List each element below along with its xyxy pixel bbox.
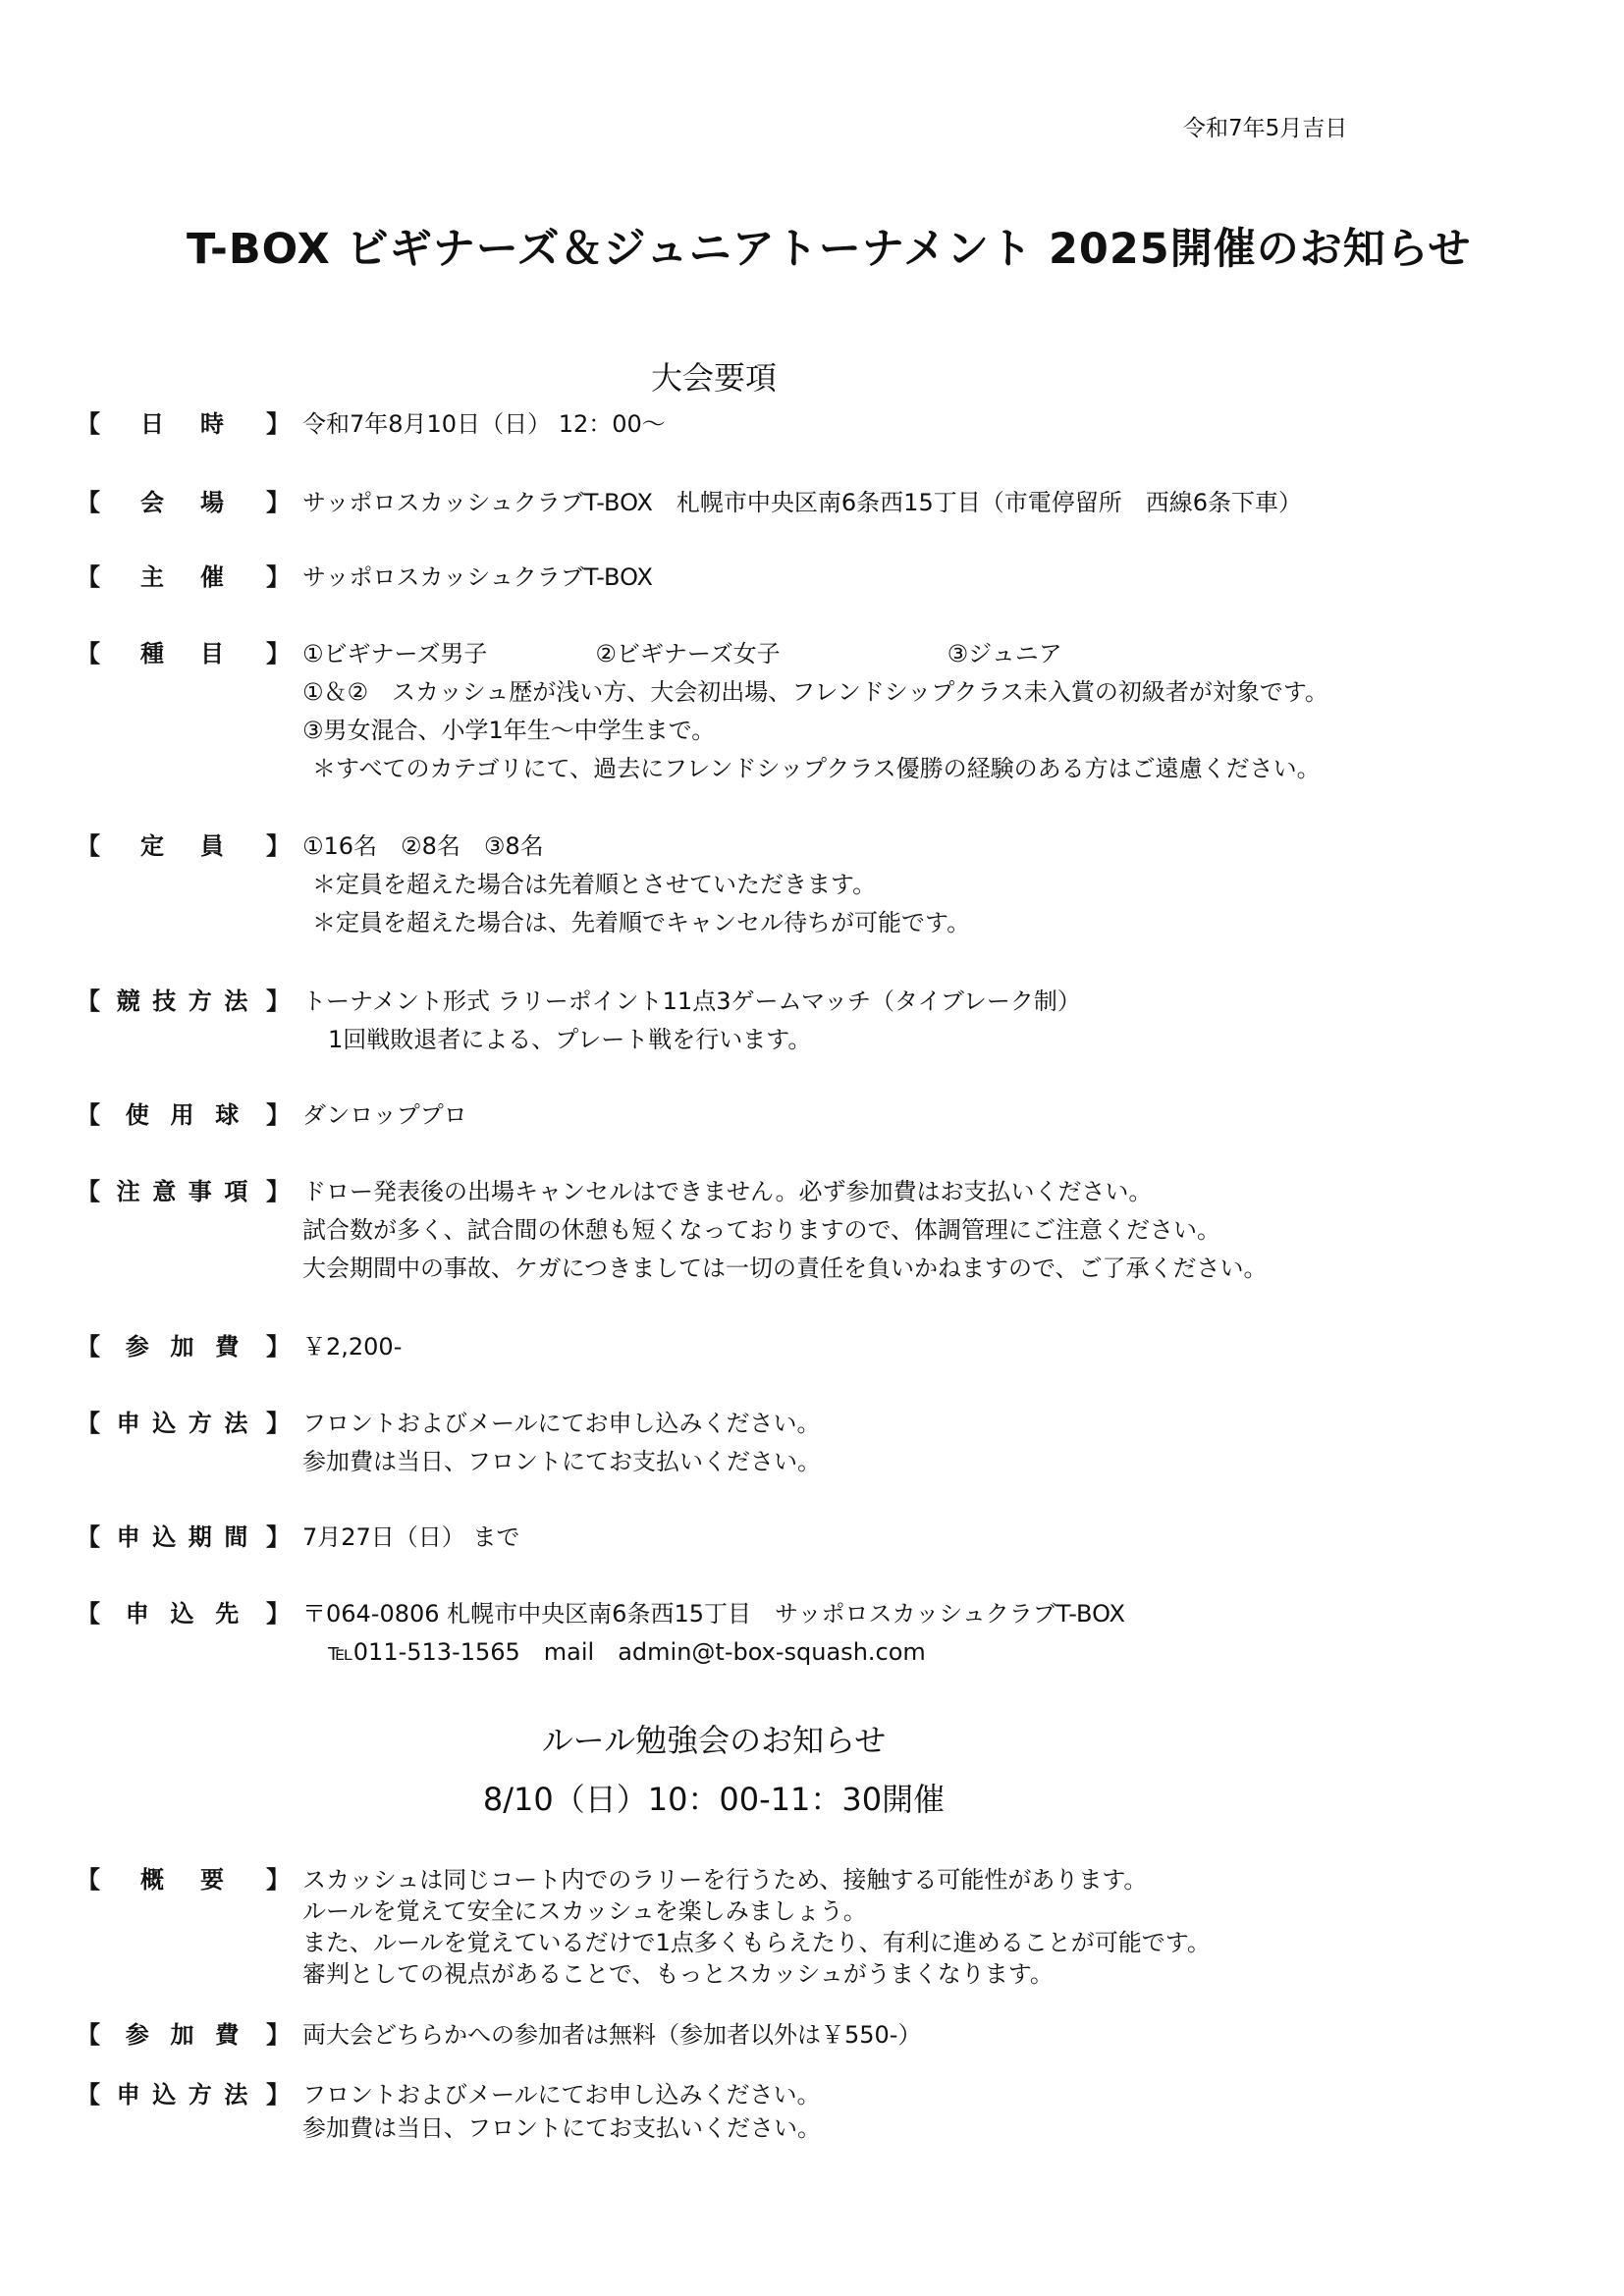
label-text: 競 技 方 法: [116, 988, 248, 1015]
item-line: ＊定員を超えた場合は、先着順でキャンセル待ちが可能です。: [312, 909, 971, 936]
section-heading-rule: ルール勉強会のお知らせ: [541, 1722, 887, 1759]
item-line: ダンロッププロ: [302, 1101, 467, 1129]
label-text: 種 目: [140, 640, 224, 667]
item-label: 【 申 込 先 】: [77, 1595, 288, 1633]
item-label: 【 使 用 球 】: [77, 1096, 288, 1135]
item-line: 7月27日（日） まで: [302, 1523, 520, 1551]
item-label: 【 日 時 】: [77, 405, 288, 444]
label-text: 使 用 球: [125, 1101, 240, 1129]
item-line: 〒064-0806 札幌市中央区南6条西15丁目 サッポロスカッシュクラブT-BOX: [302, 1600, 1125, 1628]
item-label: 【 主 催 】: [77, 559, 288, 597]
item-line: 参加費は当日、フロントにてお支払いください。: [302, 1448, 821, 1475]
label-text: 定 員: [140, 832, 224, 860]
item-line: また、ルールを覚えているだけで1点多くもらえたり、有利に進めることが可能です。: [302, 1929, 1211, 1956]
item-line: 令和7年8月10日（日） 12：00～: [302, 410, 666, 438]
item-label: 【 注 意 事 項 】: [77, 1173, 288, 1211]
item-label: 【 種 目 】: [77, 635, 288, 673]
item-label: 【 定 員 】: [77, 828, 288, 866]
item-line: 大会期間中の事故、ケガにつきましては一切の責任を負いかねますので、ご了承ください。: [302, 1255, 1268, 1282]
page-title: T-BOX ビギナーズ＆ジュニアトーナメント 2025開催のお知らせ: [187, 225, 1472, 274]
category-1: ①ビギナーズ男子: [302, 640, 488, 667]
item-line: ￥2,200-: [302, 1333, 403, 1361]
label-text: 参 加 費: [125, 1333, 240, 1361]
item-label: 【 概 要 】: [77, 1861, 288, 1899]
item-label: 【 競 技 方 法 】: [77, 983, 288, 1021]
item-line: 参加費は当日、フロントにてお支払いください。: [302, 2114, 821, 2142]
label-text: 主 催: [140, 563, 224, 591]
rule-datetime: 8/10（日）10：00-11：30開催: [482, 1781, 946, 1818]
item-label: 【 会 場 】: [77, 484, 288, 522]
item-label: 【 申 込 方 法 】: [77, 2076, 288, 2114]
item-line: ①＆② スカッシュ歴が浅い方、大会初出場、フレンドシップクラス未入賞の初級者が対象です。: [302, 678, 1328, 706]
item-line: ℡011-513-1565 mail admin@t-box-squash.com: [328, 1638, 926, 1666]
item-line: フロントおよびメールにてお申し込みください。: [302, 1410, 821, 1437]
issue-date: 令和7年5月吉日: [1183, 116, 1348, 141]
item-line: サッポロスカッシュクラブT-BOX 札幌市中央区南6条西15丁目（市電停留所 西線6条下車）: [302, 489, 1302, 516]
item-label: 【 参 加 費 】: [77, 1328, 288, 1366]
label-text: 申 込 先: [125, 1600, 240, 1628]
label-text: 注 意 事 項: [116, 1178, 248, 1205]
label-text: 概 要: [140, 1866, 224, 1894]
item-line: ドロー発表後の出場キャンセルはできません。必ず参加費はお支払いください。: [302, 1178, 1153, 1205]
item-line: フロントおよびメールにてお申し込みください。: [302, 2081, 821, 2109]
label-text: 申 込 方 法: [116, 2081, 248, 2109]
item-label: 【 参 加 費 】: [77, 2016, 288, 2055]
item-line: ＊定員を超えた場合は先着順とさせていただきます。: [312, 871, 877, 898]
item-line: ＊すべてのカテゴリにて、過去にフレンドシップクラス優勝の経験のある方はご遠慮ください。: [312, 755, 1321, 782]
item-line: サッポロスカッシュクラブT-BOX: [302, 563, 653, 591]
section-heading-main: 大会要項: [650, 359, 777, 397]
item-line: ルールを覚えて安全にスカッシュを楽しみましょう。: [302, 1897, 867, 1925]
category-2: ②ビギナーズ女子: [595, 640, 781, 667]
item-line: 試合数が多く、試合間の休憩も短くなっておりますので、体調管理にご注意ください。: [302, 1216, 1221, 1244]
item-line: 1回戦敗退者による、プレート戦を行います。: [328, 1026, 812, 1053]
item-line: トーナメント形式 ラリーポイント11点3ゲームマッチ（タイブレーク制）: [302, 988, 1081, 1015]
item-line: スカッシュは同じコート内でのラリーを行うため、接触する可能性があります。: [302, 1866, 1148, 1894]
item-line: 両大会どちらかへの参加者は無料（参加者以外は￥550-）: [302, 2021, 922, 2049]
label-text: 会 場: [140, 489, 224, 516]
item-line: ①16名 ②8名 ③8名: [302, 832, 544, 860]
label-text: 申 込 期 間: [116, 1523, 248, 1551]
label-text: 日 時: [140, 410, 224, 438]
category-3: ③ジュニア: [947, 640, 1062, 667]
label-text: 申 込 方 法: [116, 1410, 248, 1437]
item-label: 【 申 込 方 法 】: [77, 1405, 288, 1443]
item-line: 審判としての視点があることで、もっとスカッシュがうまくなります。: [302, 1960, 1054, 1988]
label-text: 参 加 費: [125, 2021, 240, 2049]
item-line: ③男女混合、小学1年生～中学生まで。: [302, 717, 716, 744]
item-label: 【 申 込 期 間 】: [77, 1519, 288, 1557]
